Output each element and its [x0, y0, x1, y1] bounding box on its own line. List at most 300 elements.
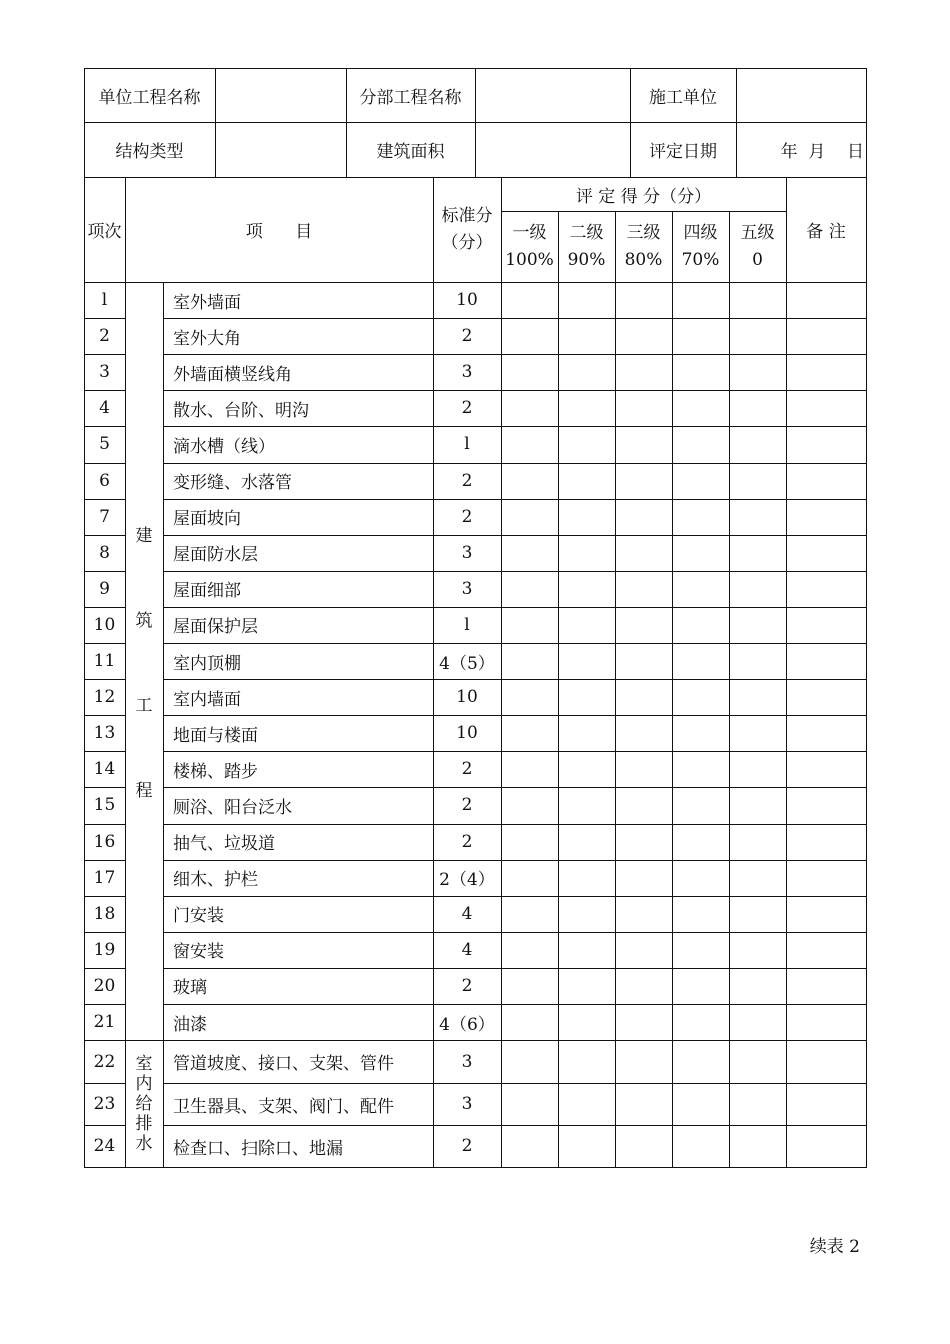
grid-line [501, 177, 502, 1168]
row-standard-score: 10 [456, 290, 478, 311]
score-cell[interactable] [729, 1004, 786, 1040]
score-cell[interactable] [729, 607, 786, 643]
grid-line [84, 318, 126, 319]
grid-line [84, 932, 126, 933]
row-item: 检查口、扫除口、地漏 [173, 1138, 343, 1159]
score-cell[interactable] [672, 896, 729, 932]
row-standard-score: 2 [461, 326, 473, 347]
score-cell[interactable] [672, 1040, 729, 1083]
score-cell[interactable] [501, 354, 558, 390]
score-cell[interactable] [729, 860, 786, 896]
standard-score-line1: 标准分 [441, 205, 493, 226]
row-standard-score: 3 [461, 362, 473, 383]
contractor-field[interactable] [736, 68, 866, 122]
score-cell[interactable] [615, 932, 672, 968]
row-standard-score: 10 [456, 687, 478, 708]
row-standard-score: 2 [461, 1136, 473, 1156]
standard-score-header [433, 177, 501, 282]
score-cell[interactable] [615, 1125, 672, 1167]
score-cell[interactable] [615, 354, 672, 390]
grid-line [84, 354, 126, 355]
group-plumbing-char: 内 [135, 1073, 153, 1094]
score-cell[interactable] [501, 1040, 558, 1083]
remark-cell[interactable] [786, 932, 866, 968]
remark-cell[interactable] [786, 571, 866, 607]
grid-line [163, 643, 867, 644]
row-standard-score: 2（4） [439, 870, 495, 891]
score-cell[interactable] [501, 571, 558, 607]
score-cell[interactable] [615, 390, 672, 426]
score-cell[interactable] [672, 1083, 729, 1125]
grid-line [84, 282, 867, 283]
grid-line [84, 860, 126, 861]
remark-cell[interactable] [786, 1040, 866, 1083]
score-cell[interactable] [672, 571, 729, 607]
grade-name: 二级 [569, 222, 604, 243]
grade-percent: 70% [681, 249, 720, 270]
row-item: 屋面保护层 [173, 617, 258, 638]
grid-line [163, 1004, 867, 1005]
grid-line [84, 68, 85, 1168]
score-cell[interactable] [501, 282, 558, 318]
score-cell[interactable] [615, 751, 672, 787]
row-item: 油漆 [173, 1014, 207, 1035]
row-item: 屋面坡向 [173, 509, 241, 530]
unit-project-field[interactable] [215, 68, 346, 122]
score-cell[interactable] [558, 1125, 615, 1167]
remark-cell[interactable] [786, 1125, 866, 1167]
grade-header [558, 211, 615, 282]
grid-line [125, 177, 126, 1168]
score-cell[interactable] [672, 787, 729, 823]
building-area-label: 建筑面积 [376, 142, 445, 162]
grid-line [84, 1040, 867, 1041]
remark-cell[interactable] [786, 968, 866, 1004]
row-index: 14 [93, 759, 116, 780]
row-item: 细木、护栏 [173, 870, 258, 891]
row-standard-score: l [464, 434, 470, 455]
score-cell[interactable] [558, 751, 615, 787]
score-cell[interactable] [501, 1004, 558, 1040]
score-cell[interactable] [672, 1125, 729, 1167]
score-cell[interactable] [729, 932, 786, 968]
score-cell[interactable] [729, 390, 786, 426]
row-index: 16 [93, 831, 116, 852]
grid-line [84, 499, 126, 500]
score-cell[interactable] [501, 715, 558, 751]
grid-line [163, 751, 867, 752]
remark-cell[interactable] [786, 860, 866, 896]
grade-percent: 90% [567, 249, 606, 270]
remark-cell[interactable] [786, 715, 866, 751]
row-standard-score: 4（5） [439, 653, 495, 674]
score-cell[interactable] [501, 1125, 558, 1167]
row-index: 5 [99, 434, 110, 455]
score-cell[interactable] [558, 643, 615, 679]
score-cell[interactable] [558, 318, 615, 354]
score-cell[interactable] [558, 896, 615, 932]
score-cell[interactable] [729, 896, 786, 932]
remark-cell[interactable] [786, 426, 866, 462]
row-index: 21 [93, 1012, 116, 1032]
grid-line [163, 282, 164, 1168]
score-cell[interactable] [615, 824, 672, 860]
score-cell[interactable] [501, 824, 558, 860]
score-cell[interactable] [615, 499, 672, 535]
row-item: 玻璃 [173, 978, 207, 999]
score-cell[interactable] [672, 607, 729, 643]
remark-cell[interactable] [786, 354, 866, 390]
row-index: 9 [99, 578, 110, 599]
grid-line [84, 643, 126, 644]
row-standard-score: 3 [461, 578, 473, 599]
score-cell[interactable] [729, 968, 786, 1004]
score-cell[interactable] [558, 824, 615, 860]
row-index: 23 [93, 1094, 116, 1114]
row-index: 24 [93, 1136, 116, 1156]
remark-cell[interactable] [786, 535, 866, 571]
score-cell[interactable] [615, 463, 672, 499]
grid-line [163, 679, 867, 680]
grid-line [84, 463, 126, 464]
grid-line [163, 824, 867, 825]
row-standard-score: 2 [461, 506, 473, 527]
row-index: 8 [99, 542, 110, 563]
score-cell[interactable] [615, 1040, 672, 1083]
score-cell[interactable] [672, 499, 729, 535]
row-standard-score: 2 [461, 470, 473, 491]
score-cell[interactable] [729, 679, 786, 715]
row-standard-score: 2 [461, 831, 473, 852]
remark-cell[interactable] [786, 643, 866, 679]
score-cell[interactable] [615, 860, 672, 896]
score-cell[interactable] [615, 426, 672, 462]
grade-name: 一级 [512, 222, 547, 243]
grid-line [84, 1083, 126, 1084]
grid-line [163, 1125, 867, 1126]
score-cell[interactable] [501, 426, 558, 462]
score-cell[interactable] [558, 607, 615, 643]
grid-line [84, 571, 126, 572]
grid-line [786, 177, 787, 1168]
assess-date-field[interactable]: 年 月 日 [780, 142, 864, 162]
score-cell[interactable] [615, 1004, 672, 1040]
row-index: 2 [99, 326, 110, 347]
score-cell[interactable] [615, 896, 672, 932]
score-cell[interactable] [729, 354, 786, 390]
score-cell[interactable] [729, 426, 786, 462]
score-cell[interactable] [672, 860, 729, 896]
score-cell[interactable] [501, 787, 558, 823]
score-cell[interactable] [729, 282, 786, 318]
score-cell[interactable] [558, 968, 615, 1004]
score-cell[interactable] [501, 390, 558, 426]
score-cell[interactable] [672, 751, 729, 787]
score-cell[interactable] [672, 679, 729, 715]
score-cell[interactable] [615, 679, 672, 715]
score-cell[interactable] [558, 932, 615, 968]
score-cell[interactable] [672, 824, 729, 860]
score-cell[interactable] [672, 968, 729, 1004]
score-cell[interactable] [615, 1083, 672, 1125]
grid-line [84, 1004, 126, 1005]
grid-line [84, 896, 126, 897]
score-cell[interactable] [729, 643, 786, 679]
contractor-label: 施工单位 [649, 87, 717, 108]
grid-line [346, 68, 347, 178]
score-cell[interactable] [558, 679, 615, 715]
score-cell[interactable] [501, 643, 558, 679]
remark-cell[interactable] [786, 607, 866, 643]
row-item: 屋面细部 [173, 581, 241, 602]
grade-name: 五级 [740, 222, 775, 243]
group-building-char: 程 [135, 781, 153, 801]
grid-line [163, 607, 867, 608]
remark-cell[interactable] [786, 282, 866, 318]
row-item: 室外大角 [173, 328, 241, 349]
score-cell[interactable] [501, 1083, 558, 1125]
score-cell[interactable] [615, 968, 672, 1004]
remark-cell[interactable] [786, 1004, 866, 1040]
grid-line [163, 860, 867, 861]
grid-line [84, 787, 126, 788]
grid-line [163, 354, 867, 355]
group-plumbing-char: 室 [135, 1053, 153, 1074]
row-index: 4 [99, 398, 110, 419]
score-cell[interactable] [501, 607, 558, 643]
row-standard-score: 4 [461, 939, 473, 960]
grid-line [84, 1125, 126, 1126]
grade-header [729, 211, 786, 282]
row-item: 窗安装 [173, 942, 224, 963]
score-cell[interactable] [615, 787, 672, 823]
grade-header [615, 211, 672, 282]
grid-line [84, 426, 126, 427]
score-cell[interactable] [672, 426, 729, 462]
score-cell[interactable] [672, 932, 729, 968]
item-header: 项 目 [245, 222, 313, 242]
row-item: 室外墙面 [173, 292, 241, 313]
grid-line [163, 463, 867, 464]
remark-cell[interactable] [786, 896, 866, 932]
score-cell[interactable] [558, 463, 615, 499]
row-index: 3 [99, 362, 110, 383]
remark-cell[interactable] [786, 751, 866, 787]
grid-line [630, 68, 631, 178]
score-cell[interactable] [501, 932, 558, 968]
grid-line [475, 68, 476, 178]
grade-percent: 80% [624, 249, 663, 270]
group-building-char: 筑 [135, 611, 153, 631]
score-cell[interactable] [729, 463, 786, 499]
score-cell[interactable] [501, 499, 558, 535]
group-plumbing-label [125, 1040, 163, 1167]
score-cell[interactable] [615, 318, 672, 354]
row-standard-score: 2 [461, 398, 473, 419]
row-item: 卫生器具、支架、阀门、配件 [173, 1096, 394, 1117]
score-cell[interactable] [558, 354, 615, 390]
group-plumbing-char: 水 [135, 1133, 153, 1154]
index-header: 项次 [87, 222, 122, 242]
score-cell[interactable] [672, 643, 729, 679]
score-cell[interactable] [729, 1083, 786, 1125]
row-index: 22 [93, 1051, 116, 1072]
continuation-label: 续表 2 [809, 1237, 860, 1257]
score-cell[interactable] [729, 318, 786, 354]
row-standard-score: 3 [461, 542, 473, 563]
remark-cell[interactable] [786, 390, 866, 426]
score-cell[interactable] [729, 499, 786, 535]
grid-line [163, 426, 867, 427]
remark-cell[interactable] [786, 463, 866, 499]
score-cell[interactable] [558, 499, 615, 535]
row-index: l [101, 290, 108, 311]
score-cell[interactable] [501, 535, 558, 571]
row-item: 外墙面横竖线角 [173, 364, 292, 385]
standard-score-line2: （分） [441, 232, 493, 253]
grid-line [215, 68, 216, 178]
grid-line [84, 715, 126, 716]
grid-line [163, 787, 867, 788]
group-plumbing-char: 给 [135, 1093, 153, 1114]
remark-cell[interactable] [786, 787, 866, 823]
score-cell[interactable] [558, 426, 615, 462]
row-item: 抽气、垃圾道 [173, 834, 275, 855]
row-standard-score: 10 [456, 723, 478, 744]
score-cell[interactable] [729, 751, 786, 787]
score-cell[interactable] [501, 463, 558, 499]
grid-line [163, 318, 867, 319]
remark-cell[interactable] [786, 318, 866, 354]
sub-project-label: 分部工程名称 [359, 87, 462, 108]
remark-cell[interactable] [786, 679, 866, 715]
row-item: 散水、台阶、明沟 [173, 400, 309, 421]
grid-line [163, 932, 867, 933]
score-cell[interactable] [558, 571, 615, 607]
score-cell[interactable] [501, 860, 558, 896]
score-cell[interactable] [729, 535, 786, 571]
score-cell[interactable] [558, 1083, 615, 1125]
score-cell[interactable] [615, 715, 672, 751]
row-standard-score: 2 [461, 975, 473, 996]
grid-line [84, 535, 126, 536]
score-cell[interactable] [615, 571, 672, 607]
score-cell[interactable] [558, 1040, 615, 1083]
group-building-label [125, 282, 163, 1040]
row-index: 20 [93, 975, 116, 996]
score-cell[interactable] [729, 571, 786, 607]
row-item: 楼梯、踏步 [173, 761, 258, 782]
score-cell[interactable] [501, 679, 558, 715]
score-cell[interactable] [729, 824, 786, 860]
score-cell[interactable] [672, 354, 729, 390]
row-standard-score: l [464, 614, 470, 635]
score-cell[interactable] [672, 390, 729, 426]
row-index: 10 [93, 614, 116, 635]
grade-percent: 100% [505, 249, 554, 270]
remark-cell[interactable] [786, 1083, 866, 1125]
score-cell[interactable] [615, 282, 672, 318]
score-cell[interactable] [558, 390, 615, 426]
row-standard-score: 2 [461, 795, 473, 816]
score-cell[interactable] [501, 896, 558, 932]
grid-line [84, 679, 126, 680]
row-index: 13 [93, 723, 116, 744]
group-building-char: 建 [135, 526, 153, 546]
row-item: 室内墙面 [173, 689, 241, 710]
score-cell[interactable] [615, 535, 672, 571]
score-cell[interactable] [729, 1040, 786, 1083]
score-cell[interactable] [672, 535, 729, 571]
grid-line [433, 177, 434, 1168]
score-cell[interactable] [672, 318, 729, 354]
score-cell[interactable] [672, 1004, 729, 1040]
score-cell[interactable] [729, 1125, 786, 1167]
sub-project-field[interactable] [475, 68, 630, 122]
row-index: 17 [93, 867, 116, 888]
row-item: 屋面防水层 [173, 545, 258, 566]
row-item: 地面与楼面 [173, 725, 258, 746]
score-cell[interactable] [501, 968, 558, 1004]
score-cell[interactable] [558, 715, 615, 751]
grade-name: 四级 [683, 222, 718, 243]
structure-type-field[interactable] [215, 122, 346, 177]
remark-header: 备 注 [806, 222, 846, 242]
score-cell[interactable] [501, 751, 558, 787]
row-standard-score: 2 [461, 759, 473, 780]
grid-line [84, 751, 126, 752]
grade-name: 三级 [626, 222, 661, 243]
grid-line [163, 1083, 867, 1084]
grade-header [672, 211, 729, 282]
score-cell[interactable] [615, 643, 672, 679]
row-item: 管道坡度、接口、支架、管件 [173, 1054, 394, 1074]
score-cell[interactable] [558, 787, 615, 823]
grade-header [501, 211, 558, 282]
grid-line [84, 607, 126, 608]
score-cell[interactable] [672, 715, 729, 751]
score-cell[interactable] [558, 282, 615, 318]
grid-line [163, 571, 867, 572]
score-cell[interactable] [501, 318, 558, 354]
row-standard-score: 4 [461, 903, 473, 924]
score-cell[interactable] [558, 535, 615, 571]
score-cell[interactable] [729, 715, 786, 751]
grid-line [84, 390, 126, 391]
group-building-char: 工 [135, 696, 153, 716]
row-index: 18 [93, 903, 116, 924]
grid-line [163, 968, 867, 969]
remark-cell[interactable] [786, 499, 866, 535]
score-cell[interactable] [672, 463, 729, 499]
score-cell[interactable] [558, 860, 615, 896]
row-index: 7 [99, 506, 110, 527]
score-cell[interactable] [558, 1004, 615, 1040]
remark-cell[interactable] [786, 824, 866, 860]
grid-line [84, 824, 126, 825]
grid-line [736, 68, 737, 178]
row-item: 滴水槽（线） [173, 436, 275, 457]
grid-line [84, 1167, 867, 1168]
grid-line [163, 390, 867, 391]
score-cell[interactable] [729, 787, 786, 823]
score-group-header: 评 定 得 分（分） [575, 186, 712, 207]
building-area-field[interactable] [475, 122, 630, 177]
row-standard-score: 4（6） [439, 1014, 495, 1035]
score-cell[interactable] [672, 282, 729, 318]
score-cell[interactable] [615, 607, 672, 643]
unit-project-label: 单位工程名称 [98, 87, 201, 108]
